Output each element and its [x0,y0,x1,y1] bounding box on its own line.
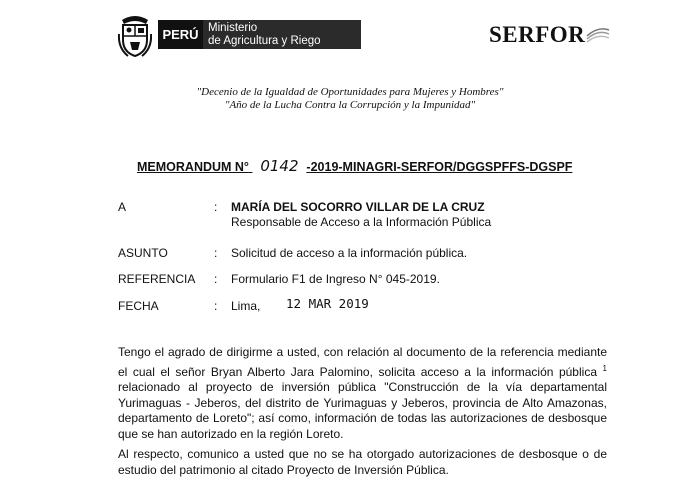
body-paragraph-2: Al respecto, comunico a usted que no se ha otorgado autorizaciones de desbosque o de estudio del patrimonio al citado Proyecto de Inversión Pública. [118,447,607,477]
date-stamp: 12 MAR 2019 [286,296,369,311]
motto-line-1: "Decenio de la Igualdad de Oportunidades para Mujeres y Hombres" [196,86,504,98]
ministry-line-1: Ministerio [208,22,258,34]
memo-suffix: -2019-MINAGRI-SERFOR/DGGSPFFS-DGSPF [306,160,573,174]
reference-value: Formulario F1 de Ingreso N° 045-2019. [231,272,440,286]
colon: : [214,246,218,260]
memo-prefix: MEMORANDUM N° [137,160,249,174]
peru-coat-of-arms-icon [118,14,152,58]
reference-label: REFERENCIA [118,272,196,286]
motto-line-2: "Año de la Lucha Contra la Corrupción y la Impunidad" [224,99,476,111]
subject-label: ASUNTO [118,246,168,260]
serfor-leaf-icon [585,26,611,46]
body-paragraph-1 [118,345,607,442]
recipient-role: Responsable de Acceso a la Información Pública [231,215,492,229]
paragraph-1-start: Tengo el agrado de dirigirme a usted, con relación al documento de la referencia mediante el cual el señor Bryan Alberto Jara Palomino, solicita acceso a la información pública [118,345,607,379]
paragraph-1-end: relacionado al proyecto de inversión pública "Construcción de la vía departamental Yurimaguas - Jeberos, del distrito de Yurimaguas y Jeberos, provincia de Alto Amazonas, departamento de Loreto"; así como, información de todas las autorizaciones de desbosque que se han autorizado en la región Loreto. [118,380,607,441]
ministry-label [203,20,361,49]
date-label: FECHA [118,299,159,313]
ministry-line-2: de Agricultura y Riego [208,35,321,47]
footnote-marker: 1 [602,363,607,373]
to-label: A [118,200,127,214]
date-place: Lima, [231,299,261,313]
country-label: PERÚ [158,20,203,49]
memo-number-handwritten: 0142 [260,157,299,175]
subject-value: Solicitud de acceso a la información pública. [231,246,468,260]
serfor-logo: SERFOR [489,22,586,47]
colon: : [214,272,218,286]
colon: : [214,299,218,313]
memo-title [137,157,572,175]
recipient-name: MARÍA DEL SOCORRO VILLAR DE LA CRUZ [231,200,485,214]
colon: : [214,200,218,214]
